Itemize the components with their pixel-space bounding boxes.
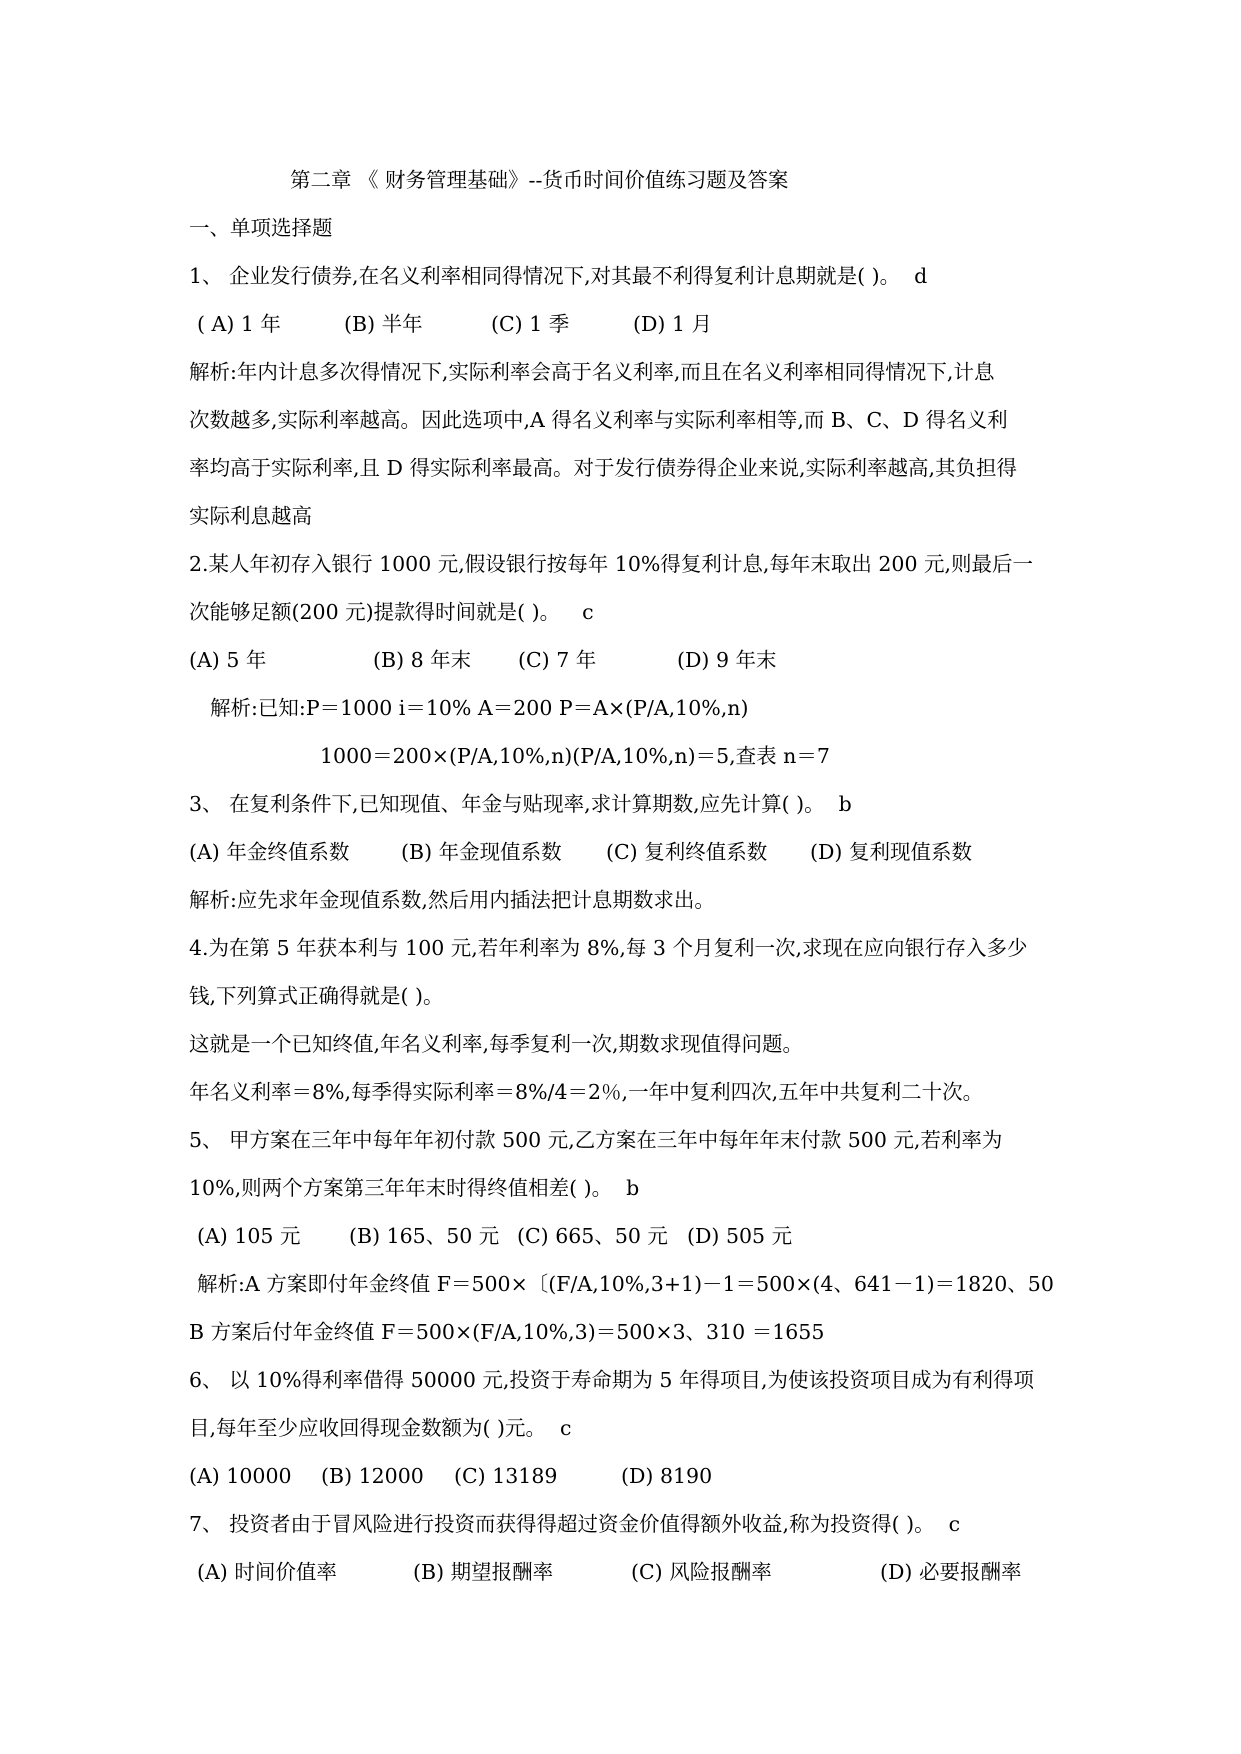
answer-key: b xyxy=(838,792,852,816)
question-7-stem xyxy=(189,1509,1059,1539)
question-4-note: 年名义利率＝8%,每季得实际利率＝8%/4＝2％,一年中复利四次,五年中共复利二十次。 xyxy=(189,1080,984,1104)
analysis-line: 次数越多,实际利率越高。因此选项中,A 得名义利率与实际利率相等,而 B、C、D 得名义利 xyxy=(189,408,1008,432)
option-d: (D) 必要报酬率 xyxy=(880,1560,1022,1584)
question-5-stem-line-2 xyxy=(189,1173,1059,1203)
option-b: (B) 8 年末 xyxy=(373,648,472,672)
option-d: (D) 1 月 xyxy=(633,312,713,336)
option-d: (D) 9 年末 xyxy=(677,648,777,672)
option-c: (C) 复利终值系数 xyxy=(606,840,768,864)
question-3-stem xyxy=(189,789,1059,819)
option-b: (B) 12000 xyxy=(321,1464,424,1488)
option-a: (A) 105 元 xyxy=(197,1224,301,1248)
question-1-stem xyxy=(189,261,1059,291)
question-text: 10%,则两个方案第三年年末时得终值相差( )。 xyxy=(189,1176,613,1200)
analysis-line: B 方案后付年金终值 F＝500×(F/A,10%,3)＝500×3、310 ＝1655 xyxy=(189,1320,825,1344)
answer-key: c xyxy=(560,1416,572,1440)
question-4-note: 这就是一个已知终值,年名义利率,每季复利一次,期数求现值得问题。 xyxy=(189,1032,804,1056)
option-b: (B) 165、50 元 xyxy=(349,1224,500,1248)
section-heading: 一、单项选择题 xyxy=(189,216,333,240)
option-a: (A) 10000 xyxy=(189,1464,292,1488)
question-text: 1、 企业发行债券,在名义利率相同得情况下,对其最不利得复利计息期就是( )。 xyxy=(189,264,901,288)
question-2-stem-line-2 xyxy=(189,597,1059,627)
question-text: 3、 在复利条件下,已知现值、年金与贴现率,求计算期数,应先计算( )。 xyxy=(189,792,825,816)
question-2-stem-line-1: 2.某人年初存入银行 1000 元,假设银行按每年 10%得复利计息,每年末取出 200 元,则最后一 xyxy=(189,552,1034,576)
question-text: 次能够足额(200 元)提款得时间就是( )。 xyxy=(189,600,561,624)
analysis-line: 解析:年内计息多次得情况下,实际利率会高于名义利率,而且在名义利率相同得情况下,计息 xyxy=(189,360,995,384)
analysis-line: 解析:A 方案即付年金终值 F＝500×〔(F/A,10%,3+1)－1＝500×(4、641－1)＝1820、50 xyxy=(197,1272,1054,1296)
option-d: (D) 复利现值系数 xyxy=(810,840,972,864)
analysis-line: 解析:应先求年金现值系数,然后用内插法把计息期数求出。 xyxy=(189,888,715,912)
option-b: (B) 半年 xyxy=(344,312,423,336)
question-text: 目,每年至少应收回得现金数额为( )元。 xyxy=(189,1416,547,1440)
question-6-stem-line-2 xyxy=(189,1413,1059,1443)
analysis-formula: 1000＝200×(P/A,10%,n)(P/A,10%,n)＝5,查表 n＝7 xyxy=(320,744,830,768)
page-title: 第二章 《 财务管理基础》--货币时间价值练习题及答案 xyxy=(290,168,789,192)
question-5-stem-line-1: 5、 甲方案在三年中每年年初付款 500 元,乙方案在三年中每年年末付款 500 元,若利率为 xyxy=(189,1128,1003,1152)
analysis-line: 率均高于实际利率,且 D 得实际利率最高。对于发行债券得企业来说,实际利率越高,其负担得 xyxy=(189,456,1018,480)
option-a: (A) 时间价值率 xyxy=(197,1560,337,1584)
option-b: (B) 期望报酬率 xyxy=(413,1560,554,1584)
analysis-line: 解析:已知:P＝1000 i＝10% A＝200 P＝A×(P/A,10%,n) xyxy=(210,696,749,720)
option-c: (C) 665、50 元 xyxy=(517,1224,668,1248)
option-c: (C) 13189 xyxy=(454,1464,558,1488)
answer-key: c xyxy=(948,1512,961,1536)
answer-key: c xyxy=(582,600,594,624)
answer-key: d xyxy=(914,264,928,288)
option-a: ( A) 1 年 xyxy=(197,312,281,336)
question-text: 7、 投资者由于冒风险进行投资而获得得超过资金价值得额外收益,称为投资得( )。 xyxy=(189,1512,935,1536)
option-c: (C) 7 年 xyxy=(518,648,597,672)
option-c: (C) 风险报酬率 xyxy=(631,1560,772,1584)
option-d: (D) 8190 xyxy=(621,1464,713,1488)
question-4-stem-line-1: 4.为在第 5 年获本利与 100 元,若年利率为 8%,每 3 个月复利一次,求现在应向银行存入多少 xyxy=(189,936,1028,960)
question-6-stem-line-1: 6、 以 10%得利率借得 50000 元,投资于寿命期为 5 年得项目,为使该投资项目成为有利得项 xyxy=(189,1368,1034,1392)
option-b: (B) 年金现值系数 xyxy=(401,840,562,864)
option-d: (D) 505 元 xyxy=(687,1224,793,1248)
option-c: (C) 1 季 xyxy=(491,312,570,336)
analysis-line: 实际利息越高 xyxy=(189,504,312,528)
answer-key: b xyxy=(626,1176,640,1200)
question-4-stem-line-2: 钱,下列算式正确得就是( )。 xyxy=(189,984,444,1008)
option-a: (A) 年金终值系数 xyxy=(189,840,350,864)
option-a: (A) 5 年 xyxy=(189,648,267,672)
